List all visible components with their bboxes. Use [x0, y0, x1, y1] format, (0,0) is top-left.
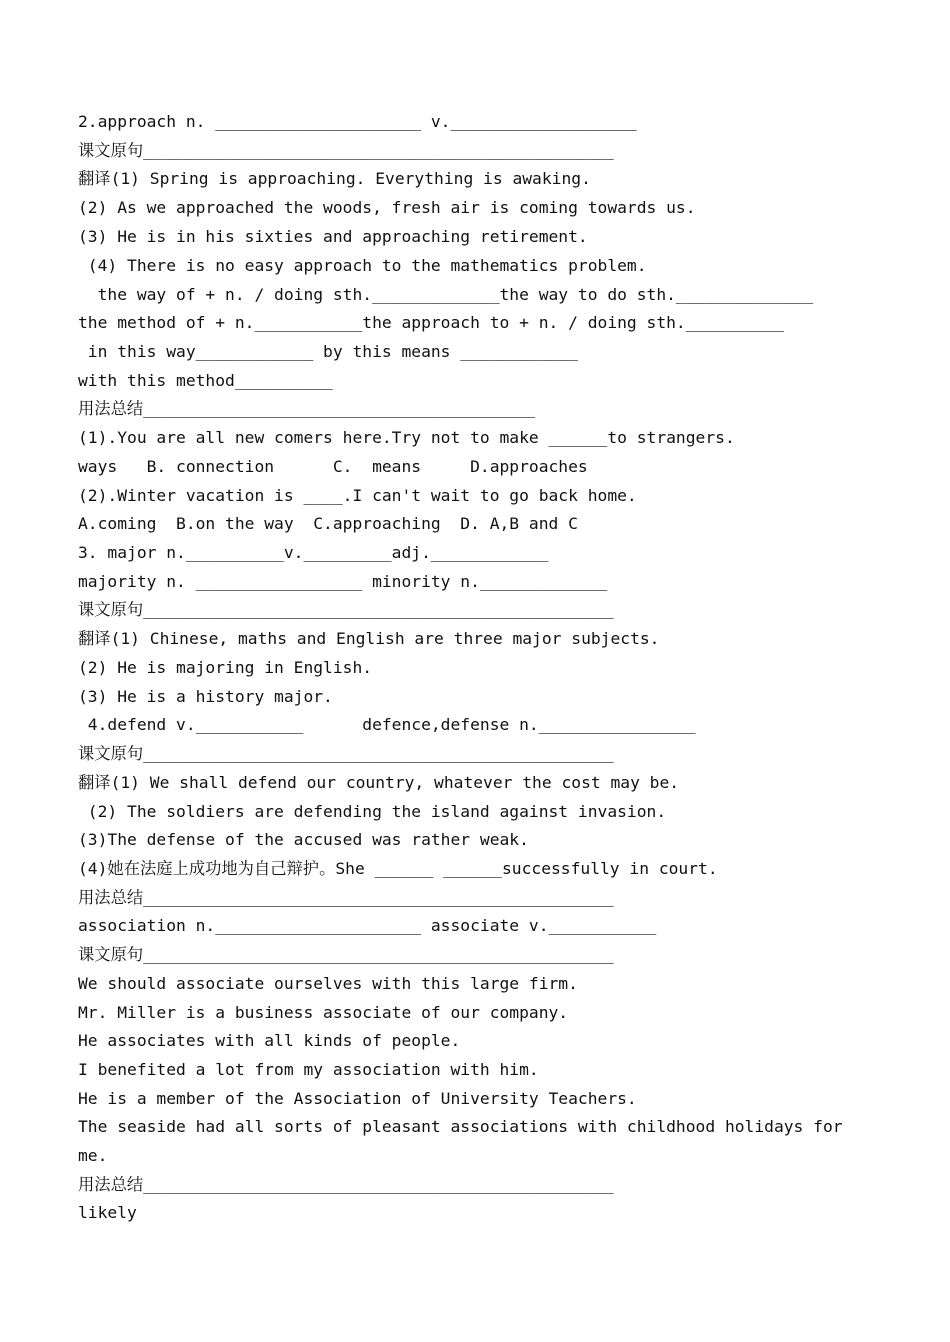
text-line: likely — [78, 1203, 137, 1222]
text-line: 翻译(1) We shall defend our country, whatever the cost may be. — [78, 773, 680, 792]
text-line: 4.defend v.___________ defence,defense n.________________ — [78, 715, 696, 734]
text-line: Mr. Miller is a business associate of our company. — [78, 1003, 569, 1022]
text-line: (2).Winter vacation is ____.I can't wait to go back home. — [78, 486, 637, 505]
text-line: 课文原句________________________________________________ — [78, 141, 614, 160]
text-line: 课文原句________________________________________________ — [78, 744, 614, 763]
text-line: (4)她在法庭上成功地为自己辩护。She ______ ______successfully in court. — [78, 859, 718, 878]
text-line: A.coming B.on the way C.approaching D. A,B and C — [78, 514, 578, 533]
text-line: with this method__________ — [78, 371, 333, 390]
text-line: He associates with all kinds of people. — [78, 1031, 461, 1050]
text-line: (3) He is a history major. — [78, 687, 333, 706]
text-line: 3. major n.__________v._________adj.____________ — [78, 543, 549, 562]
text-line: 用法总结________________________________________________ — [78, 1175, 614, 1194]
text-line: I benefited a lot from my association with him. — [78, 1060, 539, 1079]
text-line: We should associate ourselves with this large firm. — [78, 974, 578, 993]
text-line: 翻译(1) Chinese, maths and English are three major subjects. — [78, 629, 660, 648]
text-line: the method of + n.___________the approach to + n. / doing sth.__________ — [78, 313, 784, 332]
text-line: (2) He is majoring in English. — [78, 658, 373, 677]
text-line: (3)The defense of the accused was rather weak. — [78, 830, 529, 849]
text-line: (4) There is no easy approach to the mathematics problem. — [78, 256, 647, 275]
text-line: association n._____________________ associate v.___________ — [78, 916, 657, 935]
text-line: (1).You are all new comers here.Try not to make ______to strangers. — [78, 428, 735, 447]
text-line: (2) As we approached the woods, fresh air is coming towards us. — [78, 198, 696, 217]
text-line: majority n. _________________ minority n._____________ — [78, 572, 608, 591]
text-line: 课文原句________________________________________________ — [78, 600, 614, 619]
text-line: 用法总结________________________________________ — [78, 399, 536, 418]
text-line: 翻译(1) Spring is approaching. Everything is awaking. — [78, 169, 591, 188]
text-line: me. — [78, 1146, 108, 1165]
text-line: 课文原句________________________________________________ — [78, 945, 614, 964]
text-line: The seaside had all sorts of pleasant associations with childhood holidays for — [78, 1117, 843, 1136]
text-line: (2) The soldiers are defending the island against invasion. — [78, 802, 667, 821]
text-line: the way of + n. / doing sth._____________the way to do sth.______________ — [78, 285, 814, 304]
text-line: (3) He is in his sixties and approaching retirement. — [78, 227, 588, 246]
text-line: He is a member of the Association of University Teachers. — [78, 1089, 637, 1108]
text-line: 用法总结________________________________________________ — [78, 888, 614, 907]
text-line: 2.approach n. _____________________ v.___________________ — [78, 112, 637, 131]
text-line: ways B. connection C. means D.approaches — [78, 457, 588, 476]
text-line: in this way____________ by this means ____________ — [78, 342, 578, 361]
